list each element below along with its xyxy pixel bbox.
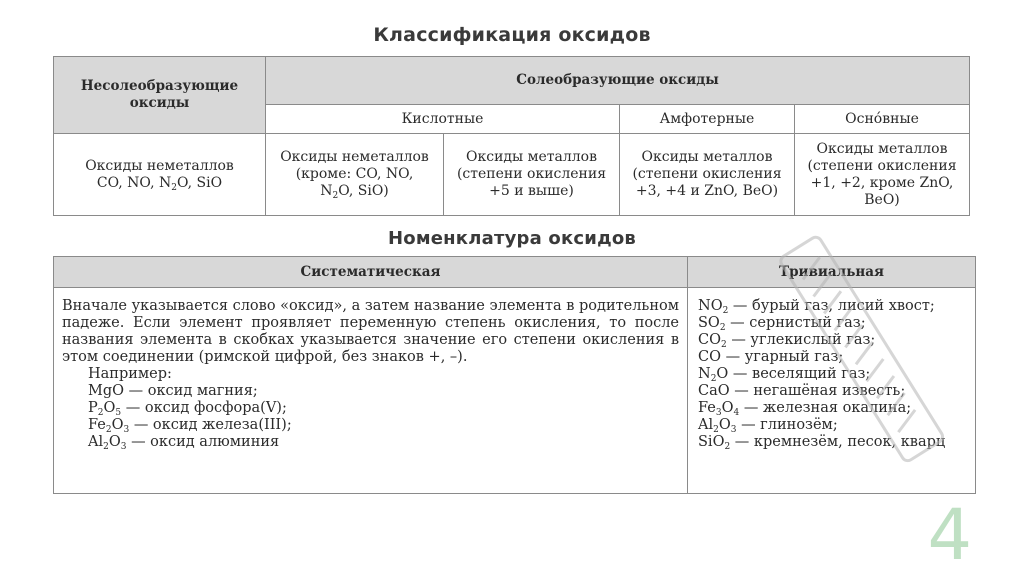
acidic-subheader: Кислотные xyxy=(266,105,620,134)
trivial-item: SiO$_2$ — кремнезём, песок, кварц xyxy=(698,434,946,452)
nomenclature-title: Номенклатура оксидов xyxy=(388,228,636,249)
systematic-paragraph: Вначале указывается слово «оксид», а затем название элемента в родительном падеже. Если элемент проявляет переменную степень окисления, то после названия элемента в скобках указывается значение его степени окисления в этом соединении (римской цифрой, без знаков +, –). xyxy=(62,298,679,365)
classification-title: Классификация оксидов xyxy=(373,24,651,46)
page-number: 4 xyxy=(927,494,972,576)
example-label: Например: xyxy=(88,366,172,382)
systematic-content xyxy=(54,288,688,494)
basic-content: Оксиды металлов (степени окисления +1, +2, кроме ZnO, BeO) xyxy=(795,134,970,216)
basic-subheader: Оснóвные xyxy=(795,105,970,134)
trivial-list xyxy=(698,298,967,451)
trivial-content xyxy=(688,288,976,494)
acidic-nonmetal-content: Оксиды неметаллов (кроме: CO, NO, $N_2O$, SiO) xyxy=(266,134,444,216)
trivial-item: $Fe_3O_4$ — железная окалина; xyxy=(698,400,912,418)
trivial-item: $SO_2$ — сернистый газ; xyxy=(698,315,866,333)
trivial-item: $CO_2$ — углекислый газ; xyxy=(698,332,876,350)
nonsalt-header xyxy=(54,57,266,134)
nonsalt-content xyxy=(54,134,266,216)
nonsalt-line1: Оксиды неметаллов xyxy=(85,157,234,174)
amphoteric-subheader: Амфотерные xyxy=(620,105,795,134)
amphoteric-content: Оксиды металлов (степени окисления +3, +4 и ZnO, BeO) xyxy=(620,134,795,216)
trivial-header: Тривиальная xyxy=(688,257,976,288)
nonsalt-header-line1: Несолеобразующие xyxy=(80,78,239,94)
examples-list xyxy=(62,383,679,451)
nomenclature-table xyxy=(53,256,976,494)
nonsalt-line2: CO, NO, $N_2O$, SiO xyxy=(96,174,223,193)
nonsalt-header-line2: оксиды xyxy=(129,95,190,111)
trivial-item: CO — угарный газ; xyxy=(698,349,844,365)
trivial-item: $N_2O$ — веселящий газ; xyxy=(698,366,871,384)
example-item: $Al_2O_3$ — оксид алюминия xyxy=(88,434,280,452)
trivial-item: $NO_2$ — бурый газ, лисий хвост; xyxy=(698,298,935,316)
trivial-item: CaO — негашёная известь; xyxy=(698,383,906,399)
systematic-header: Систематическая xyxy=(54,257,688,288)
trivial-item: $Al_2O_3$ — глинозём; xyxy=(698,417,838,435)
acidic-metal-content: Оксиды металлов (степени окисления +5 и выше) xyxy=(444,134,620,216)
example-item: $P_2O_5$ — оксид фосфора(V); xyxy=(88,400,287,418)
classification-table xyxy=(53,56,970,216)
salt-forming-header: Солеобразующие оксиды xyxy=(266,57,970,105)
example-item: $Fe_2O_3$ — оксид железа(III); xyxy=(88,417,292,435)
example-item: MgO — оксид магния; xyxy=(88,383,258,399)
